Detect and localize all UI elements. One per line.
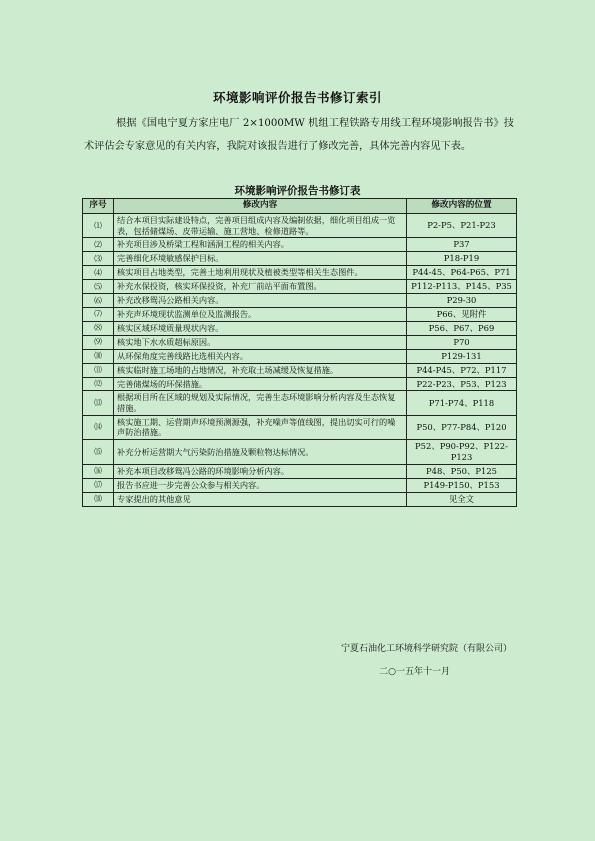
row-content: 从环保角度完善线路比选相关内容。 — [114, 349, 407, 363]
row-content: 核实施工期、运营期声环境预测源强，补充噪声等值线图，提出切实可行的噪声防治措施。 — [114, 415, 407, 439]
row-content: 完善储煤场的环保措施。 — [114, 377, 407, 391]
row-position: P70 — [407, 335, 517, 349]
row-position: P44-P45、P72、P117 — [407, 363, 517, 377]
row-number: ⑿ — [83, 377, 114, 391]
row-number: ⒃ — [83, 464, 114, 478]
table-row — [83, 440, 517, 465]
row-position: P22-P23、P53、P123 — [407, 377, 517, 391]
row-number: ⒅ — [83, 492, 114, 506]
row-number: ⑷ — [83, 266, 114, 280]
row-content: 补充本项目改移鸳冯公路的环境影响分析内容。 — [114, 464, 407, 478]
table-title: 环境影响评价报告书修订表 — [234, 185, 361, 197]
row-number: ⑻ — [83, 321, 114, 335]
row-position: P29-30 — [407, 294, 517, 308]
column-header-position: 修改内容的位置 — [407, 199, 517, 214]
row-content: 报告书应进一步完善公众参与相关内容。 — [114, 478, 407, 492]
row-position: P112-P113、P145、P35 — [407, 280, 517, 294]
table-row — [83, 280, 517, 294]
row-content: 补充项目涉及桥梁工程和涵洞工程的相关内容。 — [114, 238, 407, 252]
row-content: 核实临时施工场地的占地情况，补充取土场减缓及恢复措施。 — [114, 363, 407, 377]
row-content: 补充水保投资，核实环保投资，补充厂前站平面布置图。 — [114, 280, 407, 294]
row-position: P56、P67、P69 — [407, 321, 517, 335]
table-row — [83, 335, 517, 349]
row-content: 补充改移鸳冯公路相关内容。 — [114, 294, 407, 308]
row-position: P149-P150、P153 — [407, 478, 517, 492]
row-position: P18-P19 — [407, 252, 517, 266]
row-position: P2-P5、P21-P23 — [407, 214, 517, 238]
row-number: ⑶ — [83, 252, 114, 266]
row-content: 补充分析运营期大气污染防治措施及颗粒物达标情况。 — [114, 440, 407, 465]
row-position: P129-131 — [407, 349, 517, 363]
table-row — [83, 391, 517, 415]
table-row — [83, 492, 517, 506]
table-row — [83, 464, 517, 478]
row-content: 专家提出的其他意见 — [114, 492, 407, 506]
row-number: ⑾ — [83, 363, 114, 377]
signature-date: 二○一五年十一月 — [379, 667, 450, 677]
row-content: 结合本项目实际建设特点，完善项目组成内容及编制依据，细化项目组成一览表，包括储煤场、皮带运输、施工营地、检修道路等。 — [114, 214, 407, 238]
row-position: 见全文 — [407, 492, 517, 506]
row-content: 根据项目所在区域的规划及实际情况，完善生态环境影响分析内容及生态恢复措施。 — [114, 391, 407, 415]
row-position: P50、P77-P84、P120 — [407, 415, 517, 439]
row-number: ⒁ — [83, 415, 114, 439]
row-number: ⒂ — [83, 440, 114, 465]
row-number: ⑽ — [83, 349, 114, 363]
row-number: ⑵ — [83, 238, 114, 252]
table-row — [83, 377, 517, 391]
row-number: ⑼ — [83, 335, 114, 349]
table-row — [83, 415, 517, 439]
intro-paragraph: 根据《国电宁夏方家庄电厂 2×1000MW 机组工程铁路专用线工程环境影响报告书》技术评估会专家意见的有关内容，我院对该报告进行了修改完善，具体完善内容见下表。 — [84, 118, 514, 152]
page-title: 环境影响评价报告书修订索引 — [212, 90, 382, 105]
table-row — [83, 252, 517, 266]
table-row — [83, 307, 517, 321]
table-row — [83, 238, 517, 252]
table-row — [83, 321, 517, 335]
row-content: 核实项目占地类型，完善土地利用现状及植被类型等相关生态图件。 — [114, 266, 407, 280]
row-content: 核实地下水水质超标原因。 — [114, 335, 407, 349]
table-row — [83, 294, 517, 308]
table-row — [83, 478, 517, 492]
row-position: P48、P50、P125 — [407, 464, 517, 478]
row-position: P44-45、P64-P65、P71 — [407, 266, 517, 280]
table-row — [83, 266, 517, 280]
table-header-row — [83, 199, 517, 214]
row-content: 补充声环境现状监测单位及监测报告。 — [114, 307, 407, 321]
row-number: ⑸ — [83, 280, 114, 294]
table-row — [83, 349, 517, 363]
row-position: P71-P74、P118 — [407, 391, 517, 415]
row-content: 完善细化环境敏感保护目标。 — [114, 252, 407, 266]
revision-table — [82, 198, 517, 507]
column-header-content: 修改内容 — [114, 199, 407, 214]
row-position: P37 — [407, 238, 517, 252]
row-number: ⒀ — [83, 391, 114, 415]
table-row — [83, 214, 517, 238]
row-number: ⒄ — [83, 478, 114, 492]
row-number: ⑺ — [83, 307, 114, 321]
table-row — [83, 363, 517, 377]
row-position: P52、P90-P92、P122-P123 — [407, 440, 517, 465]
column-header-number: 序号 — [83, 199, 114, 214]
signature-organization: 宁夏石油化工环境科学研究院（有限公司） — [340, 644, 512, 654]
row-number: ⑴ — [83, 214, 114, 238]
row-content: 核实区域环境质量现状内容。 — [114, 321, 407, 335]
row-position: P66、见附件 — [407, 307, 517, 321]
row-number: ⑹ — [83, 294, 114, 308]
